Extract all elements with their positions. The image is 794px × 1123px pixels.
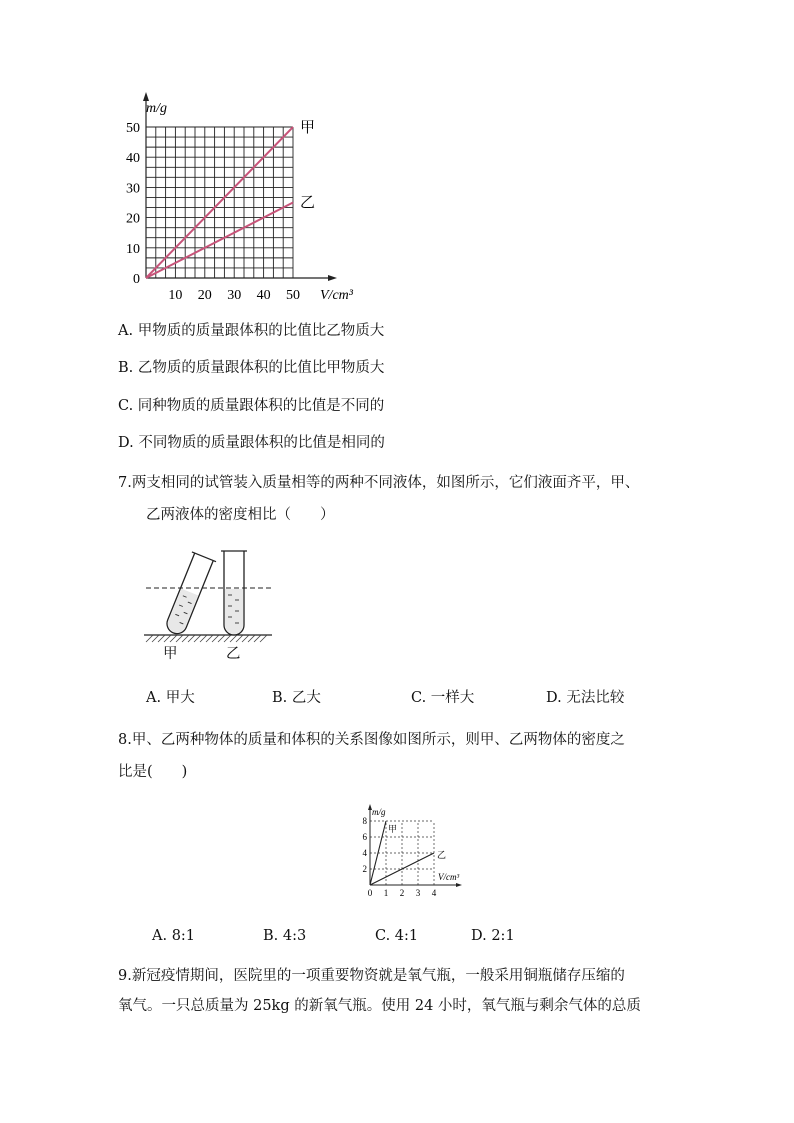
chart1-x-tick-label: 10 <box>168 288 183 303</box>
chart2-y-tick-label: 2 <box>362 864 367 874</box>
chart1-mass-volume <box>110 92 380 307</box>
chart1-y-tick-label: 0 <box>133 272 140 287</box>
chart2-x-tick-label: 4 <box>431 888 437 898</box>
chart2-series-label-yi: 乙 <box>437 850 447 860</box>
chart1-x-axis-arrow <box>328 275 337 281</box>
chart2-y-axis-label: m/g <box>372 807 386 817</box>
chart1-y-tick-label: 10 <box>126 241 140 257</box>
q7-stem-line2: 乙两液体的密度相比（ ） <box>146 507 335 523</box>
q8-option-d[interactable]: D. 2:1 <box>471 928 515 944</box>
chart2-x-tick-label: 2 <box>399 888 405 898</box>
chart2-y-tick-label: 6 <box>362 832 367 842</box>
q6-option-c[interactable]: C. 同种物质的质量跟体积的比值是不同的 <box>118 398 385 414</box>
q8-option-c[interactable]: C. 4:1 <box>375 928 419 944</box>
chart1-series-label-yi: 乙 <box>300 195 316 211</box>
chart1-y-axis-label: m/g <box>146 101 167 116</box>
chart1-y-tick-label: 50 <box>126 121 140 136</box>
q7-tube-jia <box>161 552 216 638</box>
chart2-y-tick-label: 4 <box>362 848 367 858</box>
q7-test-tubes-figure <box>140 543 280 665</box>
chart2-x-tick-label: 1 <box>383 888 389 898</box>
chart1-series-line-0 <box>146 127 293 278</box>
chart1-y-axis-arrow <box>143 92 149 101</box>
chart2-x-axis-label: V/cm³ <box>438 872 460 882</box>
chart1-series-label-jia: 甲 <box>300 120 316 136</box>
q7-option-c[interactable]: C. 一样大 <box>411 690 475 706</box>
q6-option-d[interactable]: D. 不同物质的质量跟体积的比值是相同的 <box>118 435 385 451</box>
q8-option-a[interactable]: A. 8:1 <box>152 928 196 944</box>
q6-option-a[interactable]: A. 甲物质的质量跟体积的比值比乙物质大 <box>118 323 385 339</box>
chart2-grid <box>370 821 434 885</box>
chart1-x-axis-label: V/cm³ <box>320 288 353 303</box>
chart2-x-tick-label: 0 <box>367 888 373 898</box>
chart2-x-axis-arrow <box>456 883 462 887</box>
q7-ground-hatching <box>146 635 267 642</box>
q7-tube-label-jia: 甲 <box>163 646 178 662</box>
q7-tube-label-yi: 乙 <box>226 646 241 662</box>
chart1-x-tick-label: 20 <box>197 288 212 303</box>
q8-option-b[interactable]: B. 4:3 <box>263 928 307 944</box>
chart2-series-label-jia: 甲 <box>388 824 398 834</box>
chart1-y-tick-label: 30 <box>126 181 140 197</box>
chart1-y-tick-label: 40 <box>126 151 140 167</box>
chart1-x-tick-label: 40 <box>256 288 271 303</box>
q7-stem-line1: 7.两支相同的试管装入质量相等的两种不同液体，如图所示，它们液面齐平，甲、 <box>118 475 640 491</box>
chart2-x-tick-label: 3 <box>415 888 421 898</box>
q7-option-a[interactable]: A. 甲大 <box>146 690 195 706</box>
q7-tube-yi <box>221 551 247 635</box>
q9-stem-line2: 氧气。一只总质量为 25kg 的新氧气瓶。使用 24 小时，氧气瓶与剩余气体的总质 <box>118 998 641 1014</box>
chart1-x-tick-label: 50 <box>286 288 300 303</box>
q6-option-b[interactable]: B. 乙物质的质量跟体积的比值比甲物质大 <box>118 360 385 376</box>
chart2-y-tick-label: 8 <box>362 816 367 826</box>
chart1-x-tick-label: 30 <box>227 288 242 303</box>
q7-option-d[interactable]: D. 无法比较 <box>546 690 625 706</box>
q7-option-b[interactable]: B. 乙大 <box>272 690 321 706</box>
q8-stem-line1: 8.甲、乙两种物体的质量和体积的关系图像如图所示，则甲、乙两物体的密度之 <box>118 732 625 748</box>
chart1-series <box>146 127 293 278</box>
chart2-mass-volume-small <box>352 804 472 904</box>
chart1-series-line-1 <box>146 203 293 279</box>
q8-stem-line2: 比是( ) <box>118 764 188 780</box>
chart1-y-tick-label: 20 <box>126 211 140 227</box>
q9-stem-line1: 9.新冠疫情期间，医院里的一项重要物资就是氧气瓶，一般采用铜瓶储存压缩的 <box>118 968 625 984</box>
